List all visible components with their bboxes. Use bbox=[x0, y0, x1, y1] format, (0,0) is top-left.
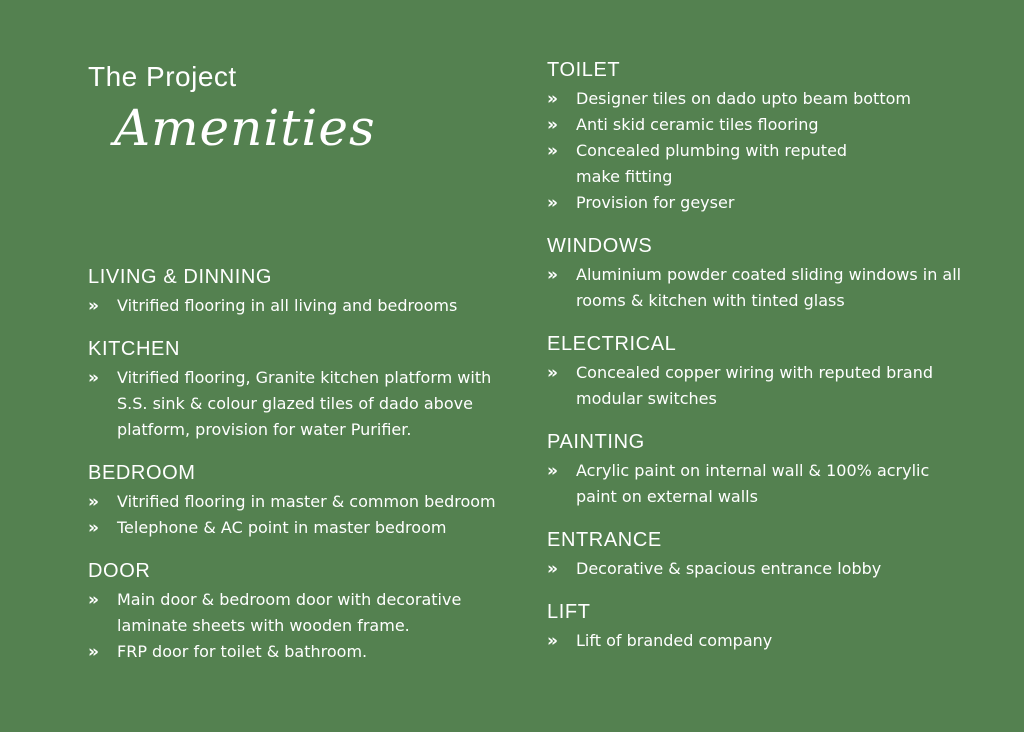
item-text: Decorative & spacious entrance lobby bbox=[576, 559, 882, 578]
section-lift bbox=[547, 600, 987, 654]
section-door bbox=[88, 559, 528, 665]
item-list bbox=[547, 556, 987, 582]
chevron-right-double-icon: » bbox=[88, 368, 99, 388]
chevron-right-double-icon: » bbox=[547, 141, 558, 161]
item-list bbox=[88, 587, 528, 665]
item-text: Vitrified flooring in master & common bedroom bbox=[117, 492, 496, 511]
title-line-project: The Project bbox=[88, 61, 237, 92]
chevron-right-double-icon: » bbox=[88, 492, 99, 512]
item-text: Designer tiles on dado upto beam bottom bbox=[576, 89, 911, 108]
left-column bbox=[88, 265, 528, 683]
page-title bbox=[88, 60, 376, 156]
chevron-right-double-icon: » bbox=[547, 631, 558, 651]
item-list bbox=[88, 365, 528, 443]
list-item bbox=[88, 365, 528, 443]
item-text: Concealed plumbing with reputed make fitting bbox=[576, 141, 848, 186]
section-heading: KITCHEN bbox=[88, 338, 180, 360]
list-item bbox=[547, 628, 987, 654]
list-item bbox=[547, 458, 987, 510]
chevron-right-double-icon: » bbox=[88, 590, 99, 610]
section-heading: PAINTING bbox=[547, 431, 645, 453]
item-list bbox=[88, 489, 528, 541]
list-item bbox=[88, 587, 528, 639]
item-text: Vitrified flooring, Granite kitchen platform with S.S. sink & colour glazed tiles of dado above platform, provision for water Purifier. bbox=[117, 368, 492, 439]
right-column bbox=[547, 58, 987, 672]
section-heading: LIFT bbox=[547, 601, 591, 623]
item-list bbox=[547, 86, 987, 216]
section-heading: BEDROOM bbox=[88, 462, 196, 484]
item-text: Lift of branded company bbox=[576, 631, 773, 650]
list-item bbox=[547, 190, 987, 216]
chevron-right-double-icon: » bbox=[547, 363, 558, 383]
chevron-right-double-icon: » bbox=[547, 115, 558, 135]
chevron-right-double-icon: » bbox=[88, 518, 99, 538]
item-text: Anti skid ceramic tiles flooring bbox=[576, 115, 819, 134]
item-text: FRP door for toilet & bathroom. bbox=[117, 642, 368, 661]
list-item bbox=[88, 515, 528, 541]
section-heading: LIVING & DINNING bbox=[88, 266, 273, 288]
section-electrical bbox=[547, 332, 987, 412]
item-list bbox=[547, 360, 987, 412]
section-heading: WINDOWS bbox=[547, 235, 653, 257]
list-item bbox=[547, 360, 987, 412]
list-item bbox=[547, 138, 987, 190]
chevron-right-double-icon: » bbox=[547, 559, 558, 579]
section-entrance bbox=[547, 528, 987, 582]
item-list bbox=[547, 262, 987, 314]
list-item bbox=[547, 86, 987, 112]
item-text: Acrylic paint on internal wall & 100% acrylic paint on external walls bbox=[576, 461, 930, 506]
list-item bbox=[547, 262, 987, 314]
section-windows bbox=[547, 234, 987, 314]
section-living-dinning bbox=[88, 265, 528, 319]
item-text: Main door & bedroom door with decorative laminate sheets with wooden frame. bbox=[117, 590, 462, 635]
section-heading: DOOR bbox=[88, 560, 151, 582]
list-item bbox=[547, 112, 987, 138]
item-list bbox=[547, 458, 987, 510]
item-list bbox=[88, 293, 528, 319]
section-bedroom bbox=[88, 461, 528, 541]
chevron-right-double-icon: » bbox=[547, 461, 558, 481]
item-text: Concealed copper wiring with reputed brand modular switches bbox=[576, 363, 934, 408]
chevron-right-double-icon: » bbox=[547, 193, 558, 213]
chevron-right-double-icon: » bbox=[547, 89, 558, 109]
section-kitchen bbox=[88, 337, 528, 443]
section-painting bbox=[547, 430, 987, 510]
section-heading: ENTRANCE bbox=[547, 529, 662, 551]
list-item bbox=[88, 293, 528, 319]
item-text: Telephone & AC point in master bedroom bbox=[117, 518, 447, 537]
title-line-amenities: Amenities bbox=[114, 99, 376, 157]
chevron-right-double-icon: » bbox=[547, 265, 558, 285]
list-item bbox=[88, 639, 528, 665]
item-list bbox=[547, 628, 987, 654]
item-text: Vitrified flooring in all living and bedrooms bbox=[117, 296, 458, 315]
item-text: Provision for geyser bbox=[576, 193, 735, 212]
section-heading: ELECTRICAL bbox=[547, 333, 677, 355]
list-item bbox=[547, 556, 987, 582]
section-toilet bbox=[547, 58, 987, 216]
item-text: Aluminium powder coated sliding windows in all rooms & kitchen with tinted glass bbox=[576, 265, 962, 310]
chevron-right-double-icon: » bbox=[88, 296, 99, 316]
section-heading: TOILET bbox=[547, 59, 621, 81]
chevron-right-double-icon: » bbox=[88, 642, 99, 662]
list-item bbox=[88, 489, 528, 515]
